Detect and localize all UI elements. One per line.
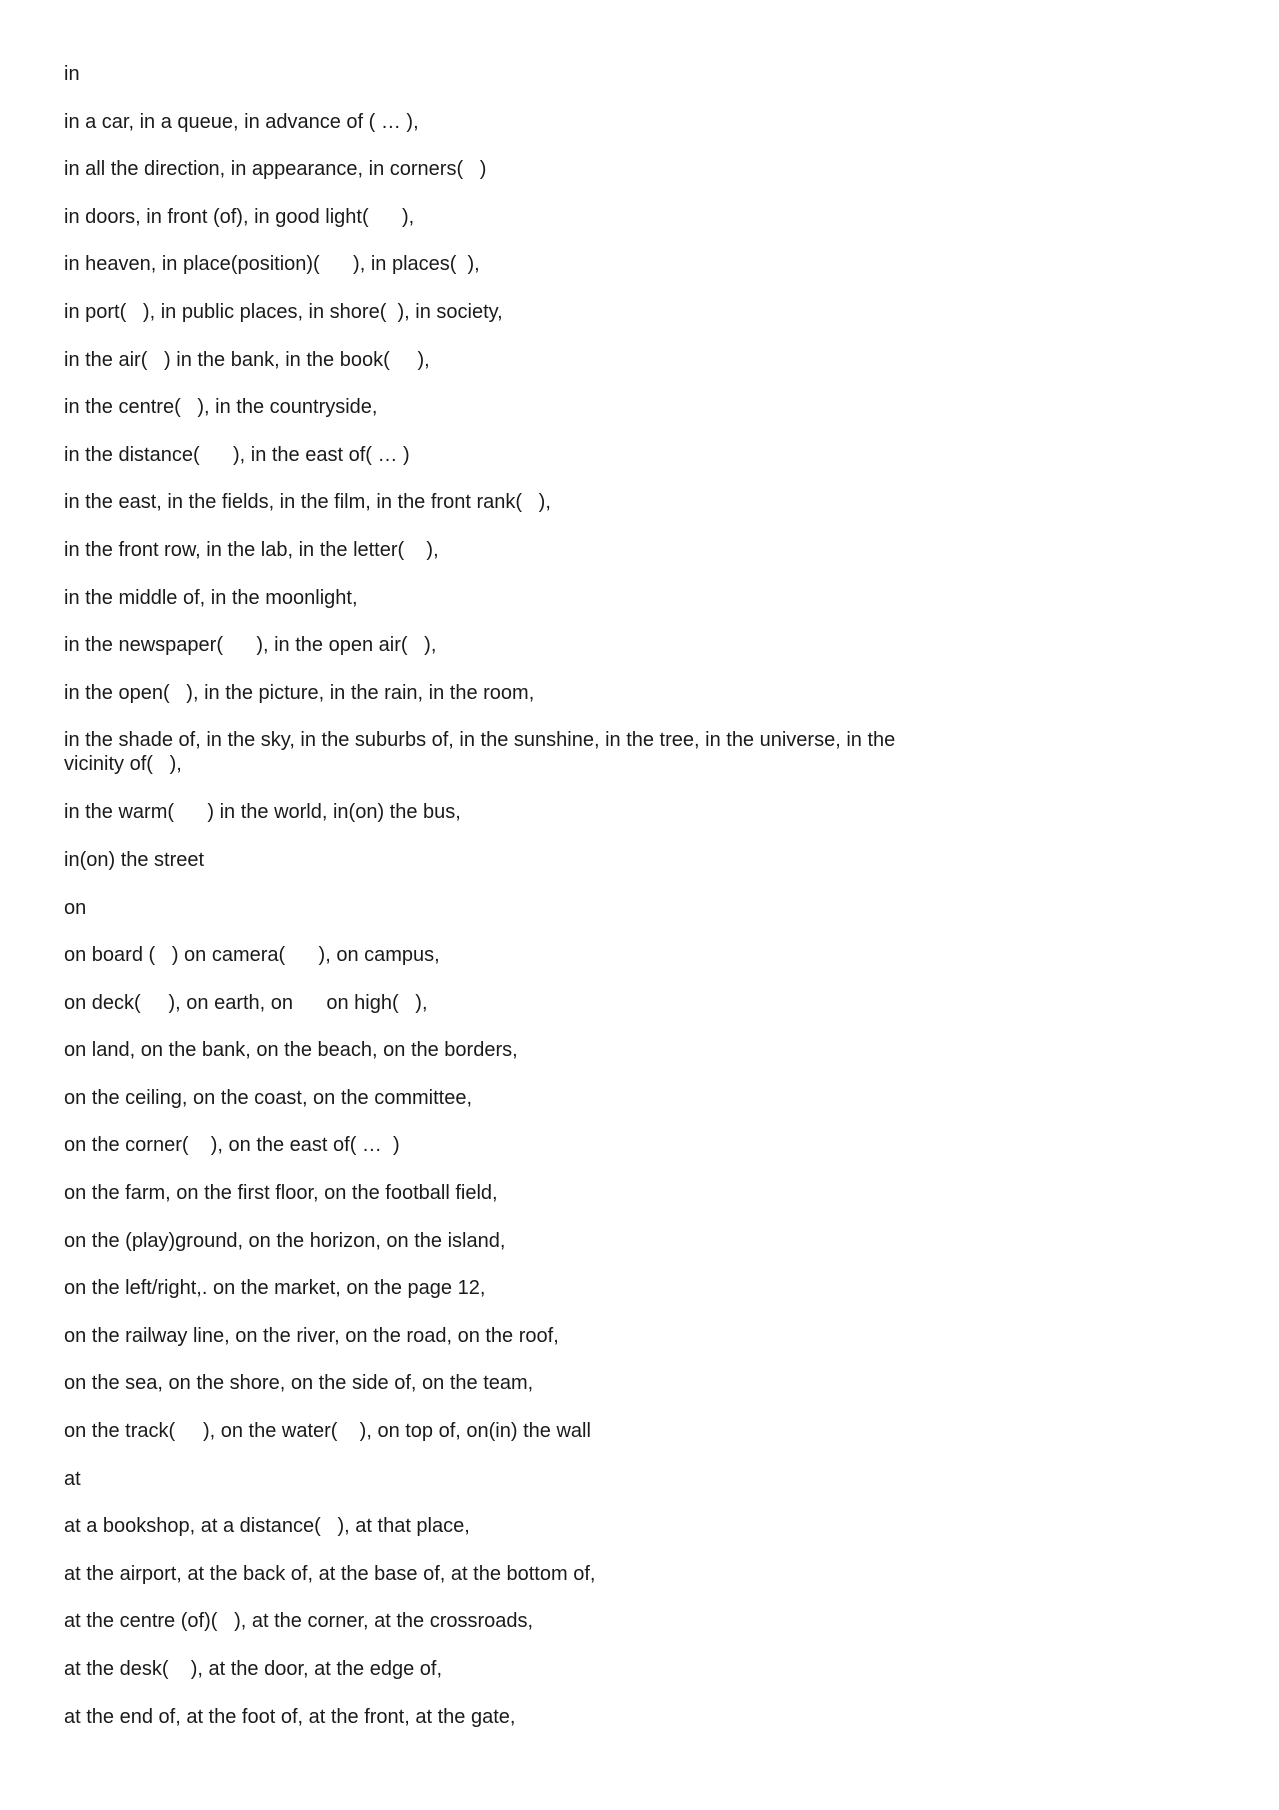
- text-line: in(on) the street: [64, 848, 205, 871]
- heading-at: at: [64, 1467, 81, 1490]
- text-line: on the sea, on the shore, on the side of, on the team,: [64, 1372, 534, 1395]
- text-line: on the left/right,. on the market, on the page 12,: [64, 1277, 486, 1300]
- text-line: on the farm, on the first floor, on the football field,: [64, 1182, 498, 1205]
- text-line: in heaven, in place(position)( ), in places( ),: [64, 253, 480, 276]
- heading-in: in: [64, 63, 80, 85]
- text-line: in the newspaper( ), in the open air( ),: [64, 634, 437, 657]
- text-line: on the ceiling, on the coast, on the committee,: [64, 1086, 473, 1109]
- text-line: at the end of, at the foot of, at the front, at the gate,: [64, 1705, 516, 1728]
- text-line: in the distance( ), in the east of( … ): [64, 443, 410, 466]
- text-line: in the middle of, in the moonlight,: [64, 586, 358, 609]
- text-line: in the open( ), in the picture, in the rain, in the room,: [64, 681, 535, 704]
- text-line: in the shade of, in the sky, in the suburbs of, in the sunshine, in the tree, in the universe, in the vicinity of( ),: [64, 729, 901, 776]
- text-line: at the centre (of)( ), at the corner, at the crossroads,: [64, 1610, 534, 1633]
- text-line: at a bookshop, at a distance( ), at that place,: [64, 1515, 470, 1538]
- text-line: on the track( ), on the water( ), on top of, on(in) the wall: [64, 1420, 591, 1443]
- text-line: in the east, in the fields, in the film, in the front rank( ),: [64, 491, 551, 514]
- text-line: on the railway line, on the river, on the road, on the roof,: [64, 1324, 559, 1347]
- heading-on: on: [64, 896, 87, 919]
- text-line: in the air( ) in the bank, in the book( ),: [64, 348, 430, 371]
- text-line: on land, on the bank, on the beach, on the borders,: [64, 1039, 518, 1062]
- text-line: in the front row, in the lab, in the letter( ),: [64, 538, 439, 561]
- text-line: at the airport, at the back of, at the base of, at the bottom of,: [64, 1562, 596, 1585]
- text-line: in all the direction, in appearance, in corners( ): [64, 158, 487, 181]
- text-line: on the corner( ), on the east of( … ): [64, 1134, 400, 1157]
- text-line: in the centre( ), in the countryside,: [64, 396, 378, 419]
- text-line: in a car, in a queue, in advance of ( … ),: [64, 110, 419, 133]
- text-line: on deck( ), on earth, on on high( ),: [64, 991, 428, 1014]
- text-line: on board ( ) on camera( ), on campus,: [64, 944, 440, 967]
- text-line: in port( ), in public places, in shore( ), in society,: [64, 300, 503, 323]
- text-line: in the warm( ) in the world, in(on) the bus,: [64, 801, 461, 824]
- text-line: on the (play)ground, on the horizon, on the island,: [64, 1229, 506, 1252]
- text-line: in doors, in front (of), in good light( ),: [64, 205, 415, 228]
- text-line: at the desk( ), at the door, at the edge of,: [64, 1658, 443, 1680]
- text-lines: [64, 62, 944, 1752]
